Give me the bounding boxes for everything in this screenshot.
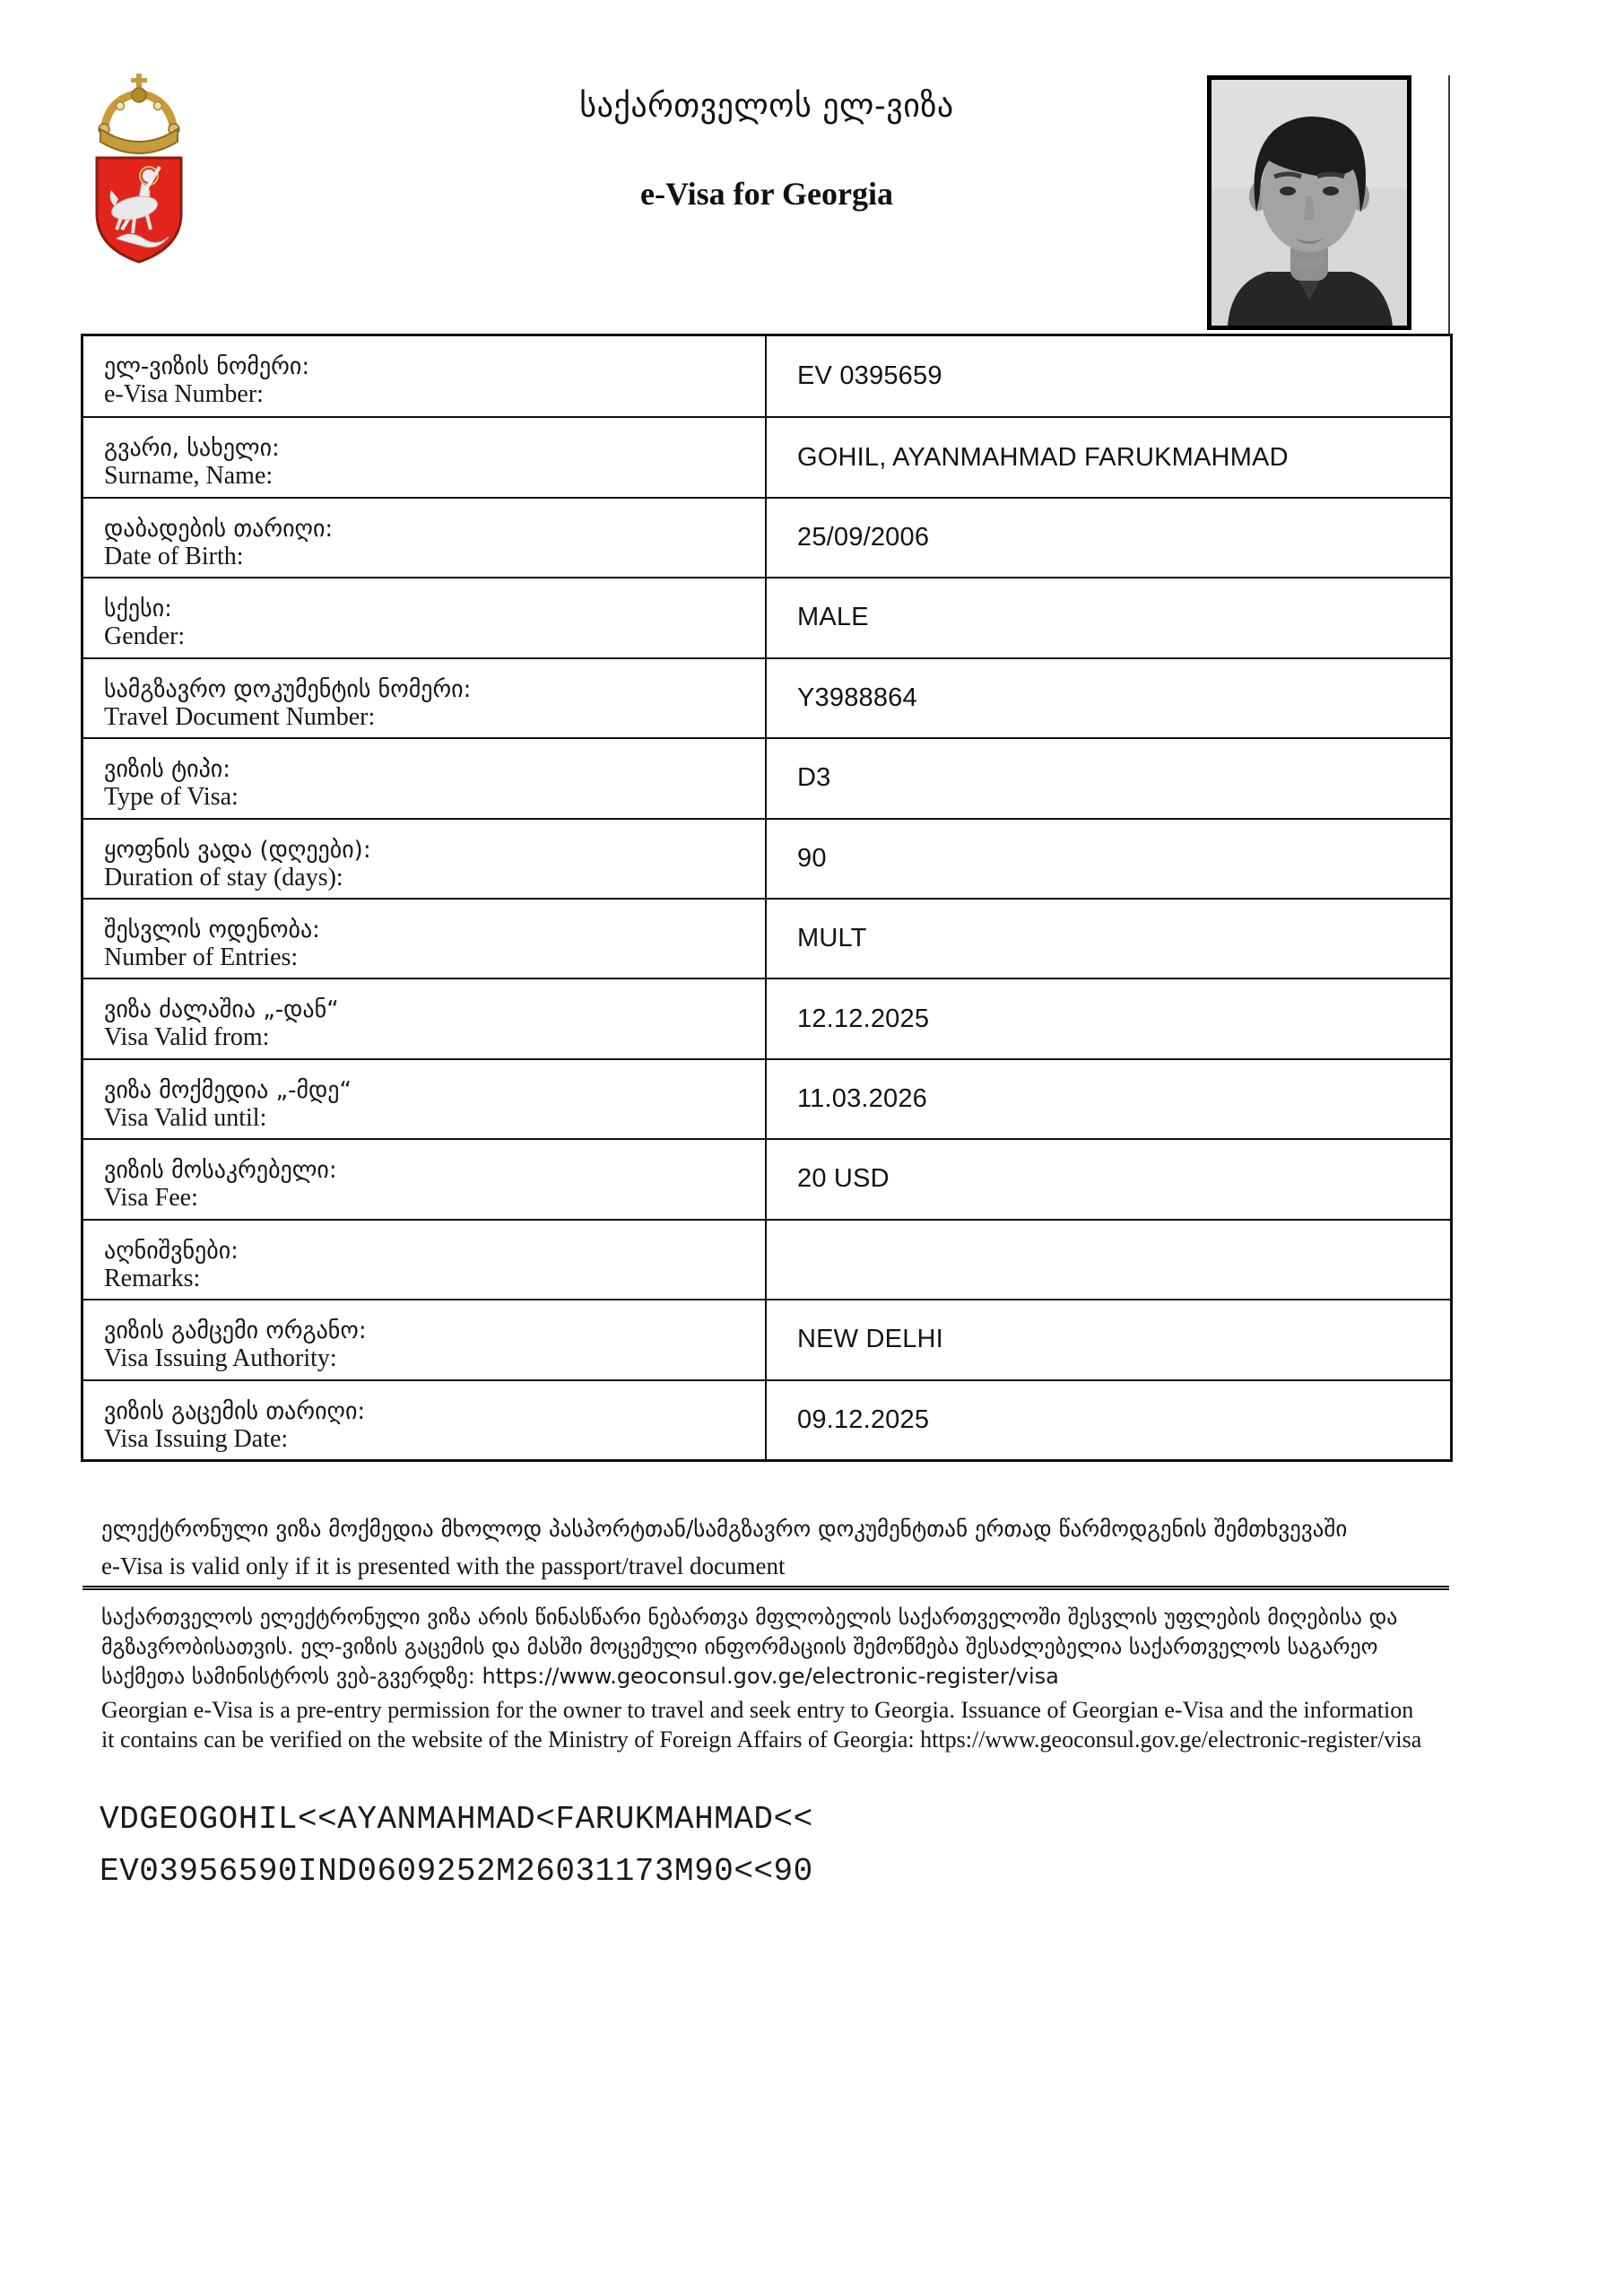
label-english: Visa Fee: <box>104 1184 198 1213</box>
page-title-georgian: საქართველოს ელ-ვიზა <box>579 88 954 125</box>
label-georgian: ყოფნის ვადა (დღეები): <box>104 836 371 864</box>
row-visa-issuing-authority <box>83 1299 1450 1378</box>
field-value: 90 <box>797 843 827 873</box>
field-value: MALE <box>797 603 869 632</box>
field-label <box>83 979 767 1057</box>
field-value: 11.03.2026 <box>797 1084 927 1114</box>
horse-leg <box>133 218 135 233</box>
field-label <box>83 499 767 577</box>
page-title-english: e-Visa for Georgia <box>640 176 893 212</box>
mrz-line-1: VDGEOGOHIL<<AYANMAHMAD<FARUKMAHMAD<< <box>100 1801 813 1838</box>
label-english: Gender: <box>104 622 186 651</box>
label-english: Visa Valid from: <box>104 1023 270 1052</box>
label-english: Travel Document Number: <box>104 702 376 731</box>
label-english: Visa Issuing Date: <box>104 1424 289 1453</box>
field-value: Y3988864 <box>797 683 917 712</box>
field-label <box>83 1140 767 1218</box>
label-english: Number of Entries: <box>104 944 299 971</box>
portrait-image <box>1211 80 1407 326</box>
label-english: e-Visa Number: <box>104 380 264 408</box>
field-value <box>767 1221 1450 1299</box>
field-label <box>83 1381 767 1459</box>
row-number-of-entries <box>83 898 1450 978</box>
field-label <box>83 900 767 978</box>
footer-divider <box>83 1586 1449 1590</box>
visa-details-table <box>81 334 1453 1462</box>
info-paragraph-georgian: საქართველოს ელექტრონული ვიზა არის წინასწარი ნებართვა მფლობელის საქართველოში შესვლის უფლების მიღებისა და მგზავრობისათვის. ელ-ვიზის გაცემის და მასში მოცემული ინფორმაციის შემოწმება შესაძლებელია საქართველოს საგარეო საქმეთა სამინისტროს ვებ-გვერდზე: https://www.geoconsul.gov.ge/electronic-register/visa <box>101 1605 1398 1689</box>
field-value: 09.12.2025 <box>797 1405 930 1434</box>
label-english: Date of Birth: <box>104 542 244 570</box>
row-gender <box>83 577 1450 657</box>
label-georgian: ვიზის ტიპი: <box>104 756 230 784</box>
field-label <box>83 1300 767 1378</box>
row-visa-valid-from <box>83 978 1450 1057</box>
header-vertical-line <box>1448 75 1450 334</box>
label-georgian: ვიზის გამცემი ორგანო: <box>104 1318 367 1345</box>
label-english: Visa Issuing Authority: <box>104 1344 337 1373</box>
field-value: EV 0395659 <box>797 361 942 391</box>
label-georgian: აღნიშვნები: <box>104 1237 239 1265</box>
field-value: MULT <box>797 924 867 953</box>
row-duration-of-stay <box>83 818 1450 898</box>
label-georgian: შესვლის ოდენობა: <box>104 917 320 944</box>
row-surname-name <box>83 416 1450 496</box>
label-georgian: ვიზის მოსაკრებელი: <box>104 1157 337 1185</box>
label-georgian: სქესი: <box>104 596 172 623</box>
label-georgian: გვარი, სახელი: <box>104 435 280 463</box>
field-label <box>83 418 767 496</box>
row-remarks <box>83 1219 1450 1299</box>
label-georgian: სამგზავრო დოკუმენტის ნომერი: <box>104 675 472 703</box>
field-label <box>83 1221 767 1299</box>
field-value: NEW DELHI <box>797 1325 943 1354</box>
field-value: GOHIL, AYANMAHMAD FARUKMAHMAD <box>797 442 1289 472</box>
row-date-of-birth <box>83 497 1450 577</box>
field-value: D3 <box>797 763 831 793</box>
field-value: 25/09/2006 <box>797 523 930 552</box>
validity-note-english: e-Visa is valid only if it is presented with the passport/travel document <box>101 1552 786 1579</box>
field-label <box>83 820 767 898</box>
field-value: 20 USD <box>797 1164 890 1194</box>
label-english: Visa Valid until: <box>104 1103 267 1132</box>
row-visa-valid-until <box>83 1058 1450 1138</box>
field-label <box>83 659 767 737</box>
label-english: Type of Visa: <box>104 783 239 812</box>
field-label <box>83 739 767 817</box>
field-label <box>83 578 767 657</box>
label-english: Surname, Name: <box>104 462 274 491</box>
label-georgian: ვიზის გაცემის თარიღი: <box>104 1397 366 1425</box>
label-georgian: ვიზა მოქმედია „-მდე“ <box>104 1076 352 1104</box>
validity-note-georgian: ელექტრონული ვიზა მოქმედია მხოლოდ პასპორტთან/სამგზავრო დოკუმენტთან ერთად წარმოდგენის შემთხვევაში <box>101 1516 1348 1542</box>
eye-left <box>1280 187 1296 196</box>
applicant-photo <box>1207 75 1411 330</box>
row-visa-fee <box>83 1138 1450 1218</box>
info-paragraph-english: Georgian e-Visa is a pre-entry permission for the owner to travel and seek entry to Georgia. Issuance of Georgian e-Visa and the information it contains can be verified on the website of the Ministry of Foreign Affairs of Georgia: https://www.geoconsul.gov.ge/electronic-register/visa <box>101 1697 1422 1752</box>
field-value: 12.12.2025 <box>797 1004 930 1033</box>
label-english: Duration of stay (days): <box>104 863 343 891</box>
row-evisa-number <box>83 336 1450 416</box>
label-georgian: ელ-ვიზის ნომერი: <box>104 353 310 380</box>
row-visa-issuing-date <box>83 1379 1450 1459</box>
row-type-of-visa <box>83 737 1450 817</box>
label-georgian: ვიზა ძალაშია „-დან“ <box>104 996 339 1024</box>
eye-right <box>1323 187 1339 196</box>
field-label <box>83 336 767 416</box>
label-english: Remarks: <box>104 1264 201 1292</box>
mrz-line-2: EV03956590IND0609252M26031173M90<<90 <box>100 1853 813 1890</box>
label-georgian: დაბადების თარიღი: <box>104 515 334 543</box>
row-travel-document-number <box>83 657 1450 737</box>
field-label <box>83 1060 767 1138</box>
